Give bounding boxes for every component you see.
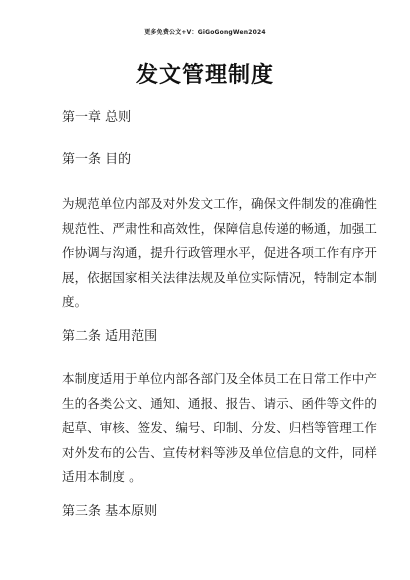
article-2-line: 适用本制度 。 (62, 469, 142, 485)
article-1-line: 规范性、严肃性和高效性，保障信息传递的畅通，加强工 (62, 220, 378, 236)
article-2-heading: 第二条 适用范围 (62, 329, 158, 344)
header-note: 更多免费公文+V：GiGoGongWen2024 (144, 29, 266, 36)
article-3-heading: 第三条 基本原则 (62, 504, 158, 519)
article-2-line: 生的各类公文、通知、通报、报告、请示、函件等文件的 (62, 395, 378, 411)
article-2-line: 本制度适用于单位内部各部门及全体员工在日常工作中产 (62, 371, 378, 386)
article-1-line: 为规范单位内部及对外发文工作，确保文件制发的准确性 (62, 196, 378, 211)
article-1-line: 度。 (62, 294, 88, 310)
document-title: 发文管理制度 (135, 63, 274, 88)
article-1-line: 展，依据国家相关法律法规及单位实际情况，特制定本制 (62, 269, 378, 285)
chapter-heading: 第一章 总则 (62, 110, 132, 125)
article-2-body (62, 367, 378, 490)
article-1-line: 作协调与沟通，提升行政管理水平，促进各项工作有序开 (62, 245, 378, 261)
article-2-line: 对外发布的公告、宣传材料等涉及单位信息的文件，同样 (62, 444, 378, 460)
article-1-body (62, 192, 378, 315)
article-2-line: 起草、审核、签发、编号、印制、分发、归档等管理工作 (62, 420, 378, 436)
article-1-heading: 第一条 目的 (62, 152, 132, 167)
